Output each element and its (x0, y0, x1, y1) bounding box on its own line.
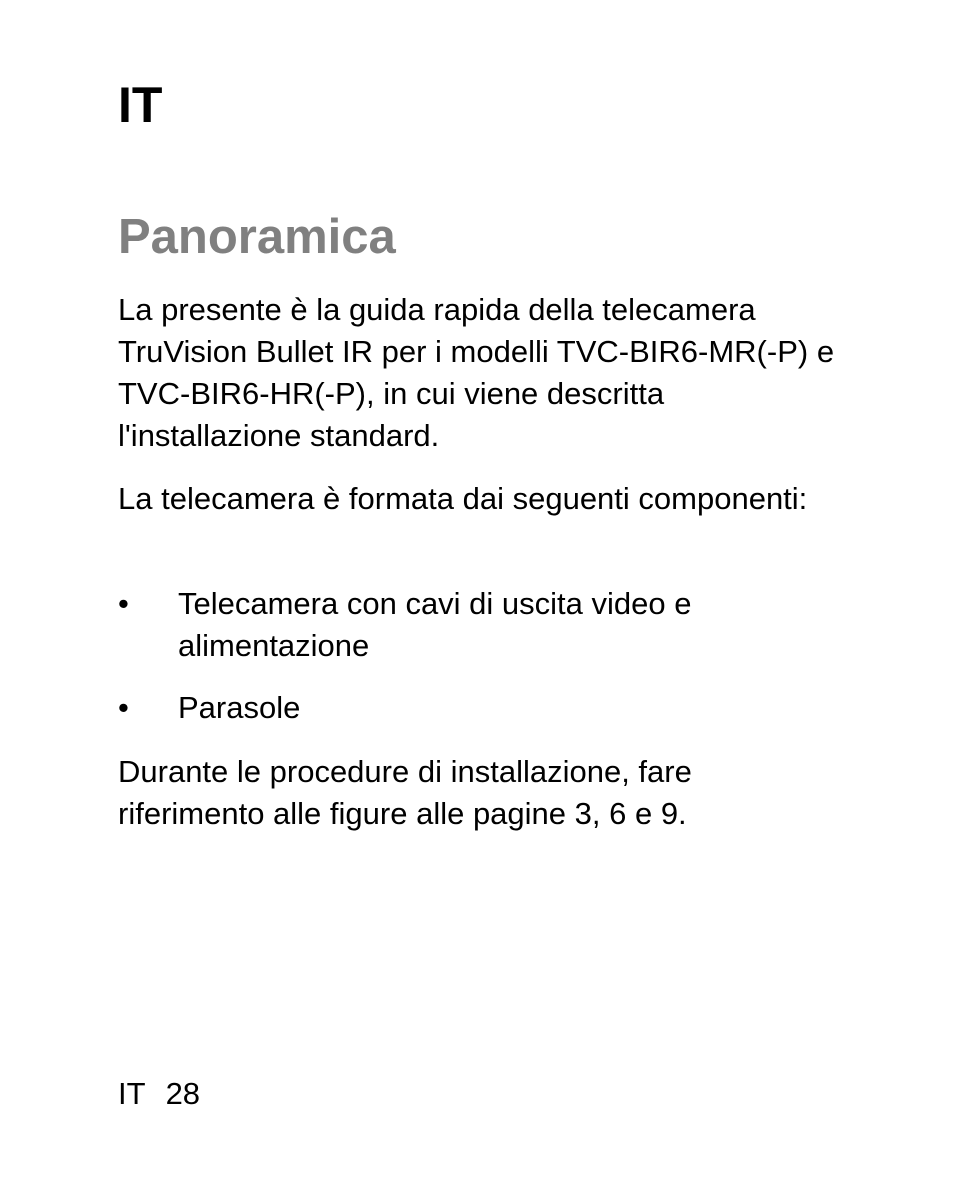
section-title: Panoramica (118, 210, 396, 264)
page-footer (118, 1073, 200, 1115)
reference-paragraph: Durante le procedure di installazione, fare riferimento alle figure alle pagine 3, 6 e 9. (118, 754, 692, 831)
intro-paragraph: La presente è la guida rapida della telecamera TruVision Bullet IR per i modelli TVC-BIR6-MR(-P) e TVC-BIR6-HR(-P), in cui viene descritta l'installazione standard. (118, 292, 835, 453)
list-item (118, 583, 838, 667)
list-item (118, 687, 838, 729)
bullet-icon: • (118, 586, 129, 621)
list-item-text: Telecamera con cavi di uscita video e alimentazione (178, 586, 692, 663)
list-item-text: Parasole (178, 690, 301, 725)
bullet-icon: • (118, 690, 129, 725)
page-number: 28 (165, 1076, 201, 1111)
components-list-item-2 (118, 687, 838, 729)
components-list-item-1 (118, 583, 838, 667)
components-paragraph: La telecamera è formata dai seguenti componenti: (118, 481, 808, 516)
footer-lang-code: IT (118, 1076, 146, 1111)
language-code-heading: IT (118, 77, 163, 133)
